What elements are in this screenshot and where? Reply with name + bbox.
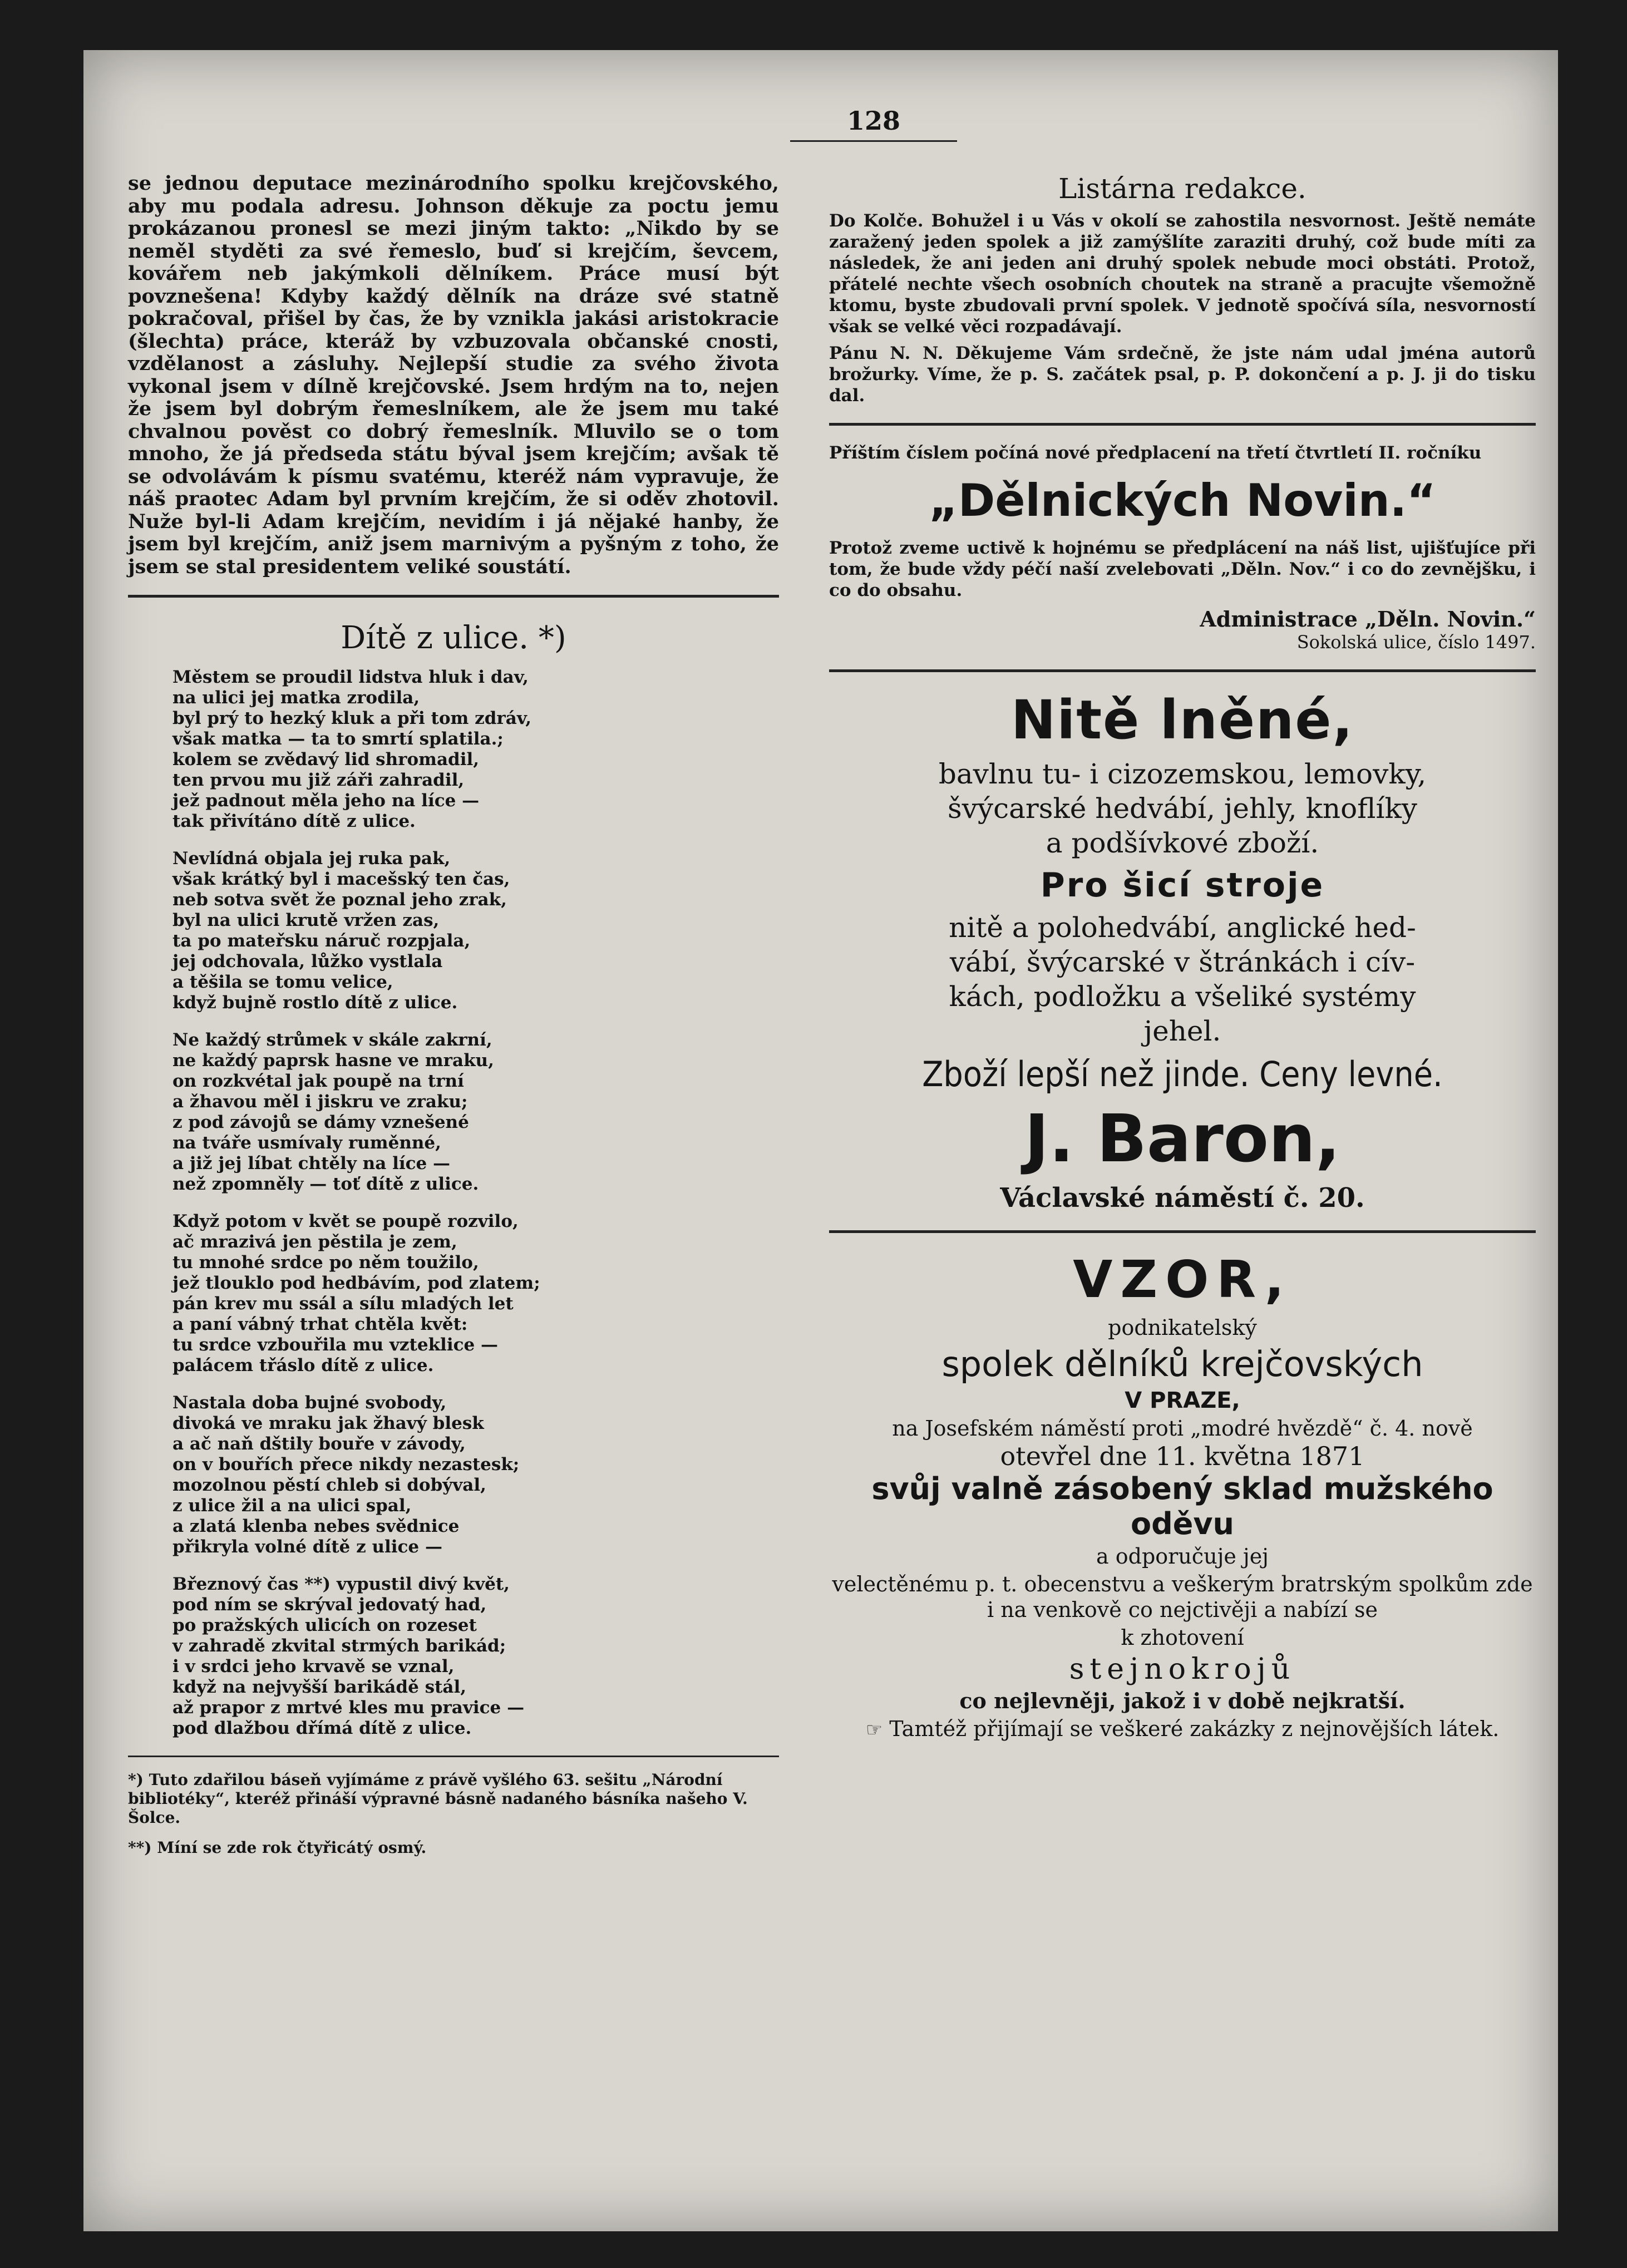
poem-line: z ulice žil a na ulici spal, bbox=[172, 1496, 412, 1516]
stanza bbox=[172, 1393, 779, 1557]
poem-line: přikryla volné dítě z ulice — bbox=[172, 1537, 442, 1557]
poem-line: i v srdci jeho krvavě se vznal, bbox=[172, 1656, 455, 1677]
ad-line: kách, podložku a všeliké systémy bbox=[949, 980, 1416, 1013]
poem-line: a paní vábný trhat chtěla květ: bbox=[172, 1314, 468, 1334]
poem-line: když na nejvyšší barikádě stál, bbox=[172, 1677, 467, 1697]
poem-line: tu mnohé srdce po něm toužilo, bbox=[172, 1253, 479, 1273]
poem-line: byl prý to hezký kluk a při tom zdráv, bbox=[172, 708, 532, 728]
administration-signature: Administrace „Děln. Novin.“ bbox=[1200, 607, 1536, 632]
stanza bbox=[172, 849, 779, 1013]
poem-line: z pod závojů se dámy vznešené bbox=[172, 1112, 469, 1132]
poem-line: než zpomněly — toť dítě z ulice. bbox=[172, 1174, 479, 1194]
ad-subheading: Pro šicí stroje bbox=[1040, 866, 1325, 905]
newspaper-page bbox=[83, 50, 1558, 2231]
poem-line: a těšila se tomu velice, bbox=[172, 972, 393, 992]
poem-line: jež padnout měla jeho na líce — bbox=[172, 791, 480, 811]
poem-line: tu srdce vzbouřila mu vzteklice — bbox=[172, 1335, 498, 1355]
ad-line: a odporučuje jej bbox=[1096, 1544, 1269, 1569]
ad-line: a podšívkové zboží. bbox=[1046, 827, 1319, 859]
poem-line: po pražských ulicích on rozeset bbox=[172, 1615, 477, 1635]
ad-line: spolek dělníků krejčovských bbox=[941, 1344, 1423, 1384]
ad-line: bavlnu tu- i cizozemskou, lemovky, bbox=[938, 758, 1427, 790]
poem-line: Městem se proudil lidstva hluk i dav, bbox=[172, 667, 529, 687]
section-divider bbox=[829, 669, 1536, 672]
ad-line: velectěnému p. t. obecenstvu a veškerým bratrským spolkům zde i na venkově co nejctivěji a nabízí se bbox=[832, 1572, 1533, 1622]
poem-line: pán krev mu ssál a sílu mladých let bbox=[172, 1294, 514, 1314]
section-divider bbox=[128, 595, 779, 598]
ad-line: svůj valně zásobený sklad mužského oděvu bbox=[871, 1471, 1493, 1541]
poem-line: pod dlažbou dřímá dítě z ulice. bbox=[172, 1718, 472, 1738]
footnote: *) Tuto zdařilou báseň vyjímáme z právě vyšlého 63. sešitu „Národní bibliotéky“, kteréž přináší výpravné básně nadaného básníka našeho V. Šolce. bbox=[128, 1771, 748, 1827]
ad-baron-heading: Nitě lněné, bbox=[1011, 689, 1354, 751]
poem-line: a žhavou měl i jiskru ve zraku; bbox=[172, 1092, 468, 1112]
poem-line: Nastala doba bujné svobody, bbox=[172, 1393, 447, 1413]
poem-line: v zahradě zkvital strmých barikád; bbox=[172, 1636, 506, 1656]
poem-line: ta po mateřsku náruč rozpjala, bbox=[172, 931, 471, 951]
listarna-title: Listárna redakce. bbox=[1058, 172, 1306, 205]
listarna-paragraph: Pánu N. N. Děkujeme Vám srdečně, že jste nám udal jména autorů brožurky. Víme, že p. S. začátek psal, p. P. dokončení a p. J. ji do tisku dal. bbox=[829, 343, 1536, 406]
poem-title: Dítě z ulice. *) bbox=[341, 620, 566, 656]
poem-line: on v bouřích přece nikdy nezastesk; bbox=[172, 1455, 520, 1475]
poem-line: však matka — ta to smrtí splatila.; bbox=[172, 729, 504, 749]
footnote: **) Míní se zde rok čtyřicátý osmý. bbox=[128, 1838, 427, 1857]
ad-line: podnikatelský bbox=[1108, 1315, 1257, 1340]
pointing-hand-icon: ☞ bbox=[865, 1719, 883, 1741]
poem-line: ten prvou mu již záři zahradil, bbox=[172, 770, 465, 790]
poem-line: divoká ve mraku jak žhavý blesk bbox=[172, 1413, 484, 1433]
ad-line: nitě a polohedvábí, anglické hed- bbox=[949, 911, 1416, 944]
section-divider bbox=[829, 423, 1536, 426]
ad-line: švýcarské hedvábí, jehly, knoflíky bbox=[947, 792, 1418, 825]
stanza bbox=[172, 1030, 779, 1195]
poem-line: až prapor z mrtvé kles mu pravice — bbox=[172, 1698, 525, 1718]
stanza bbox=[172, 667, 779, 832]
page-number: 128 bbox=[790, 106, 957, 142]
poem-line: když bujně rostlo dítě z ulice. bbox=[172, 993, 458, 1013]
poem-line: byl na ulici krutě vržen zas, bbox=[172, 910, 440, 930]
ad-footer bbox=[829, 1716, 1536, 1743]
ad-address: Václavské náměstí č. 20. bbox=[1000, 1182, 1365, 1214]
ad-line: vábí, švýcarské v štránkách i cív- bbox=[949, 946, 1416, 978]
ad-line: jehel. bbox=[1143, 1015, 1221, 1047]
ad-line: na Josefském náměstí proti „modré hvězdě“ č. 4. nově bbox=[892, 1416, 1473, 1441]
ad-line: stejnokrojů bbox=[1069, 1653, 1296, 1686]
administration-address: Sokolská ulice, číslo 1497. bbox=[1296, 632, 1536, 653]
intro-paragraph: se jednou deputace mezinárodního spolku krejčovského, aby mu podala adresu. Johnson děkuje za poctu jemu prokázanou pronesl se mezi jiným takto: „Nikdo by se neměl styděti za své řemeslo, buď si krejčím, ševcem, kovářem neb jakýmkoli dělníkem. Práce musí být povznešena! Kdyby každý dělník na dráze své statně pokračoval, přišel by čas, že by vznikla jakási aristokracie (šlechta) práce, kteráž by vzbuzovala občanské cnosti, vzdělanost a zásluhy. Nejlepší studie za svého života vykonal jsem v dílně krejčovské. Jsem hrdým na to, nejen že jsem byl dobrým řemeslníkem, ale že jsem mu také chvalnou pověst co dobrý řemeslník. Mluvilo se o tom mnoho, že já předseda státu býval jsem krejčím; avšak tě se odvolávám k písmu svatému, kteréž nám vypravuje, že náš praotec Adam byl prvním krejčím, že si oděv zhotovil. Nuže byl-li Adam krejčím, nevidím i já nějaké hanby, že jsem byl krejčím, aniž jsem marnivým a pyšným z toho, že jsem se stal presidentem veliké soustátí. bbox=[128, 172, 779, 578]
poem-line: jež tlouklo pod hedbávím, pod zlatem; bbox=[172, 1273, 540, 1293]
poem-line: neb sotva svět že poznal jeho zrak, bbox=[172, 890, 507, 910]
poem-line: palácem třáslo dítě z ulice. bbox=[172, 1355, 434, 1375]
ad-line: co nejlevněji, jakož i v době nejkratší. bbox=[959, 1688, 1406, 1713]
poem-line: jej odchovala, lůžko vystlala bbox=[172, 951, 443, 972]
ad-line: otevřel dne 11. května 1871 bbox=[1000, 1441, 1365, 1471]
poem-line: kolem se zvědavý lid shromadil, bbox=[172, 750, 480, 770]
ad-line: k zhotovení bbox=[1121, 1625, 1244, 1650]
ad-slogan: Zboží lepší než jinde. Ceny levné. bbox=[922, 1054, 1443, 1094]
ad-footer-text: Tamtéž přijímají se veškeré zakázky z nejnovějších látek. bbox=[889, 1717, 1500, 1741]
poem-line: mozolnou pěstí chleb si dobýval, bbox=[172, 1475, 486, 1495]
poem-line: Ne každý strůmek v skále zakrní, bbox=[172, 1030, 492, 1050]
poem-line: na tváře usmívaly ruměnné, bbox=[172, 1133, 441, 1153]
poem-line: Nevlídná objala jej ruka pak, bbox=[172, 849, 451, 869]
poem-line: však krátký byl i macešský ten čas, bbox=[172, 869, 510, 889]
notice-paragraph: Příštím číslem počíná nové předplacení na třetí čtvrtletí II. ročníku bbox=[829, 443, 1482, 463]
stanza bbox=[172, 1574, 779, 1739]
right-column bbox=[829, 172, 1536, 1745]
poem-line: on rozkvétal jak poupě na trní bbox=[172, 1071, 464, 1091]
left-column bbox=[128, 172, 779, 1857]
stanza bbox=[172, 1211, 779, 1376]
poem-line: na ulici jej matka zrodila, bbox=[172, 688, 420, 708]
poem-line: tak přivítáno dítě z ulice. bbox=[172, 811, 416, 831]
poem-line: ne každý paprsk hasne ve mraku, bbox=[172, 1051, 494, 1071]
poem-line: ač mrazivá jen pěstila je zem, bbox=[172, 1232, 457, 1252]
footnote-divider bbox=[128, 1756, 779, 1757]
poem-line: Březnový čas **) vypustil divý květ, bbox=[172, 1574, 510, 1594]
poem-line: Když potom v květ se poupě rozvilo, bbox=[172, 1211, 519, 1231]
notice-title: „Dělnických Novin.“ bbox=[929, 475, 1436, 526]
section-divider bbox=[829, 1230, 1536, 1233]
notice-paragraph: Protož zveme uctivě k hojnému se předplácení na náš list, ujišťujíce při tom, že bude vždy péčí naší zvelebovati „Děln. Nov.“ i co do zevnějšku, i co do obsahu. bbox=[829, 538, 1536, 600]
ad-merchant-name: J. Baron, bbox=[1024, 1100, 1340, 1177]
ad-line: V PRAZE, bbox=[1125, 1388, 1240, 1413]
poem-line: a ač naň dštily bouře v závody, bbox=[172, 1434, 466, 1454]
listarna-paragraph: Do Kolče. Bohužel i u Vás v okolí se zahostila nesvornost. Ještě nemáte zaražený jeden spolek a již zamýšlíte zaraziti druhý, což bude míti za následek, že ani jeden ani druhý spolek nebude moci obstáti. Protož, přátelé nechte všech osobních choutek na straně a pracujte všemožně ktomu, byste zbudovali první spolek. V jednotě spočívá síla, nesvorností však se velké věci rozpadávají. bbox=[829, 211, 1536, 337]
poem-line: a zlatá klenba nebes svědnice bbox=[172, 1516, 460, 1536]
poem-line: pod ním se skrýval jedovatý had, bbox=[172, 1595, 487, 1615]
ad-vzor-heading: VZOR, bbox=[1073, 1250, 1292, 1309]
poem-line: a již jej líbat chtěly na líce — bbox=[172, 1153, 451, 1174]
